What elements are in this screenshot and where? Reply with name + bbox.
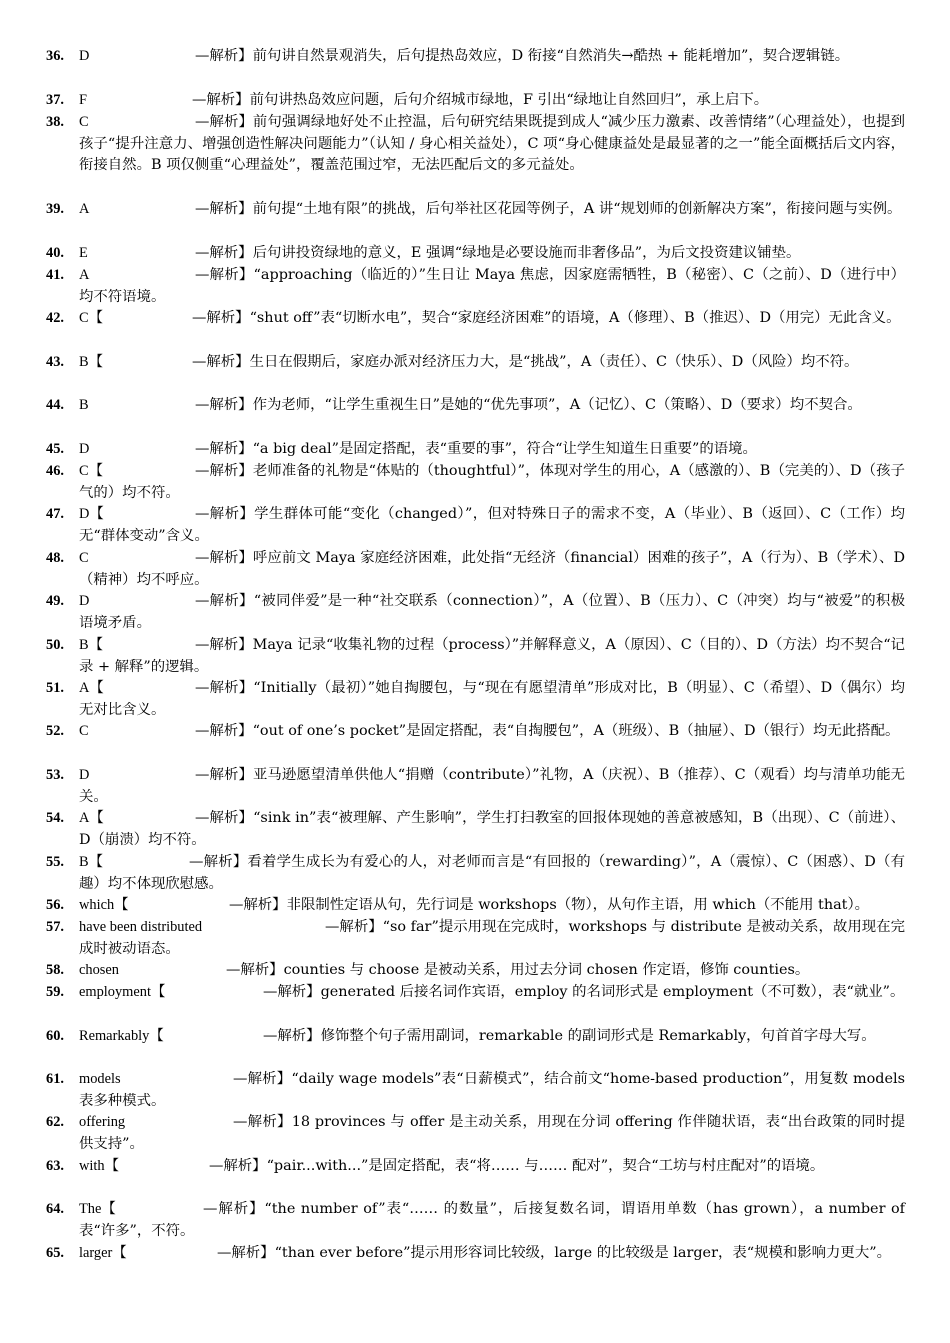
item-number: 47. xyxy=(46,506,64,522)
list-item xyxy=(0,678,950,721)
list-item xyxy=(0,895,950,917)
item-explanation: —解析】呼应前文 Maya 家庭经济困难，此处指“无经济（financial）困难的孩子”，A（行为）、B（学术）、D（精神）均不呼应。 xyxy=(79,550,905,588)
item-answer: A xyxy=(79,201,90,217)
item-explanation: —解析】“daily wage models”表“日薪模式”，结合前文“home-based production”，用复数 models 表多种模式。 xyxy=(79,1071,905,1109)
item-number: 59. xyxy=(46,984,64,1000)
list-item xyxy=(0,960,950,982)
item-explanation: —解析】18 provinces 与 offer 是主动关系，用现在分词 offering 作伴随状语，表“出台政策的同时提供支持”。 xyxy=(79,1114,905,1152)
item-number: 54. xyxy=(46,810,64,826)
item-answer: D xyxy=(79,767,90,783)
item-explanation: —解析】“被同伴爱”是一种“社交联系（connection）”，A（位置）、B（压力）、C（冲突）均与“被爱”的积极语境矛盾。 xyxy=(79,593,905,631)
item-number: 40. xyxy=(46,245,64,261)
item-explanation: —解析】“than ever before”提示用形容词比较级，large 的比较级是 larger，表“规模和影响力更大”。 xyxy=(217,1245,891,1261)
item-explanation: —解析】“Initially（最初）”她自掏腰包，与“现在有愿望清单”形成对比，B（明显）、C（希望）、D（偶尔）均无对比含义。 xyxy=(79,680,905,718)
item-explanation: —解析】generated 后接名词作宾语，employ 的名词形式是 employment（不可数），表“就业”。 xyxy=(263,984,905,1000)
item-answer: C xyxy=(79,550,89,566)
list-item xyxy=(0,765,950,808)
item-answer: B【 xyxy=(79,854,103,870)
item-number: 44. xyxy=(46,397,64,413)
item-answer: C xyxy=(79,723,89,739)
item-answer: Remarkably【 xyxy=(79,1028,164,1044)
item-answer: with【 xyxy=(79,1158,119,1174)
item-number: 60. xyxy=(46,1028,64,1044)
item-answer: B【 xyxy=(79,354,103,370)
item-explanation: —解析】学生群体可能“变化（changed）”，但对特殊日子的需求不变，A（毕业）、B（返回）、C（工作）均无“群体变动”含义。 xyxy=(79,506,905,544)
item-explanation: —解析】“a big deal”是固定搭配，表“重要的事”，符合“让学生知道生日重要”的语境。 xyxy=(195,441,757,457)
item-explanation: —解析】老师准备的礼物是“体贴的（thoughtful）”，体现对学生的用心，A（感激的）、B（完美的）、D（孩子气的）均不符。 xyxy=(79,463,905,501)
item-number: 50. xyxy=(46,637,64,653)
list-item xyxy=(0,548,950,591)
item-number: 45. xyxy=(46,441,64,457)
list-item xyxy=(0,917,950,960)
item-number: 57. xyxy=(46,919,64,935)
item-explanation: —解析】前句讲热岛效应问题，后句介绍城市绿地，F 引出“绿地让自然回归”，承上启下。 xyxy=(192,92,769,108)
item-explanation: —解析】修饰整个句子需用副词，remarkable 的副词形式是 Remarkably，句首首字母大写。 xyxy=(263,1028,876,1044)
list-item xyxy=(0,852,950,895)
list-item xyxy=(0,982,950,1004)
item-answer: models xyxy=(79,1071,121,1087)
item-answer: E xyxy=(79,245,88,261)
item-answer: C【 xyxy=(79,310,103,326)
list-item xyxy=(0,635,950,678)
item-explanation: —解析】“sink in”表“被理解、产生影响”，学生打扫教室的回报体现她的善意被感知，B（出现）、C（前进）、D（崩溃）均不符。 xyxy=(79,810,905,848)
item-explanation: —解析】“so far”提示用现在完成时，workshops 与 distribute 是被动关系，故用现在完成时被动语态。 xyxy=(79,919,905,957)
list-item xyxy=(0,1156,950,1178)
list-item xyxy=(0,199,950,221)
item-number: 41. xyxy=(46,267,64,283)
item-number: 64. xyxy=(46,1201,64,1217)
item-explanation: —解析】生日在假期后，家庭办派对经济压力大，是“挑战”，A（责任）、C（快乐）、D（风险）均不符。 xyxy=(192,354,859,370)
item-answer: A xyxy=(79,267,90,283)
item-answer: which【 xyxy=(79,897,129,913)
item-number: 61. xyxy=(46,1071,64,1087)
list-item xyxy=(0,1026,950,1048)
item-number: 48. xyxy=(46,550,64,566)
list-item xyxy=(0,1069,950,1112)
list-item xyxy=(0,439,950,461)
item-answer: chosen xyxy=(79,962,119,978)
list-item xyxy=(0,395,950,417)
item-explanation: —解析】前句强调绿地好处不止控温，后句研究结果既提到成人“减少压力激素、改善情绪”（心理益处），也提到孩子“提升注意力、增强创造性解决问题能力”（认知 / 身心相关益处），C 项“身心健康益处是最显著的之一”能全面概括后文内容，衔接自然。B 项仅侧重“心理益处”，覆盖范围过窄，无法匹配后文的多元益处。 xyxy=(79,114,905,173)
item-number: 36. xyxy=(46,48,64,64)
item-number: 46. xyxy=(46,463,64,479)
item-explanation: —解析】前句提“土地有限”的挑战，后句举社区花园等例子，A 讲“规划师的创新解决方案”，衔接问题与实例。 xyxy=(195,201,902,217)
item-number: 51. xyxy=(46,680,64,696)
list-item xyxy=(0,721,950,743)
item-number: 58. xyxy=(46,962,64,978)
item-explanation: —解析】“out of one’s pocket”是固定搭配，表“自掏腰包”，A（班级）、B（抽屉）、D（银行）均无此搭配。 xyxy=(195,723,900,739)
list-item xyxy=(0,243,950,265)
item-explanation: —解析】Maya 记录“收集礼物的过程（process）”并解释意义，A（原因）、C（目的）、D（方法）均不契合“记录 + 解释”的逻辑。 xyxy=(79,637,905,675)
item-explanation: —解析】“the number of”表“…… 的数量”，后接复数名词，谓语用单数（has grown），a number of 表“许多”，不符。 xyxy=(79,1201,905,1239)
item-number: 62. xyxy=(46,1114,64,1130)
list-item xyxy=(0,308,950,330)
item-number: 38. xyxy=(46,114,64,130)
item-answer: A【 xyxy=(79,680,104,696)
item-number: 52. xyxy=(46,723,64,739)
item-number: 39. xyxy=(46,201,64,217)
list-item xyxy=(0,461,950,504)
item-number: 63. xyxy=(46,1158,64,1174)
item-number: 37. xyxy=(46,92,64,108)
list-item xyxy=(0,504,950,547)
item-answer: A【 xyxy=(79,810,104,826)
item-explanation: —解析】“pair...with...”是固定搭配，表“将…… 与…… 配对”，契合“工坊与村庄配对”的语境。 xyxy=(209,1158,825,1174)
list-item xyxy=(0,591,950,634)
item-answer: The【 xyxy=(79,1201,116,1217)
item-number: 53. xyxy=(46,767,64,783)
item-explanation: —解析】“approaching（临近的）”生日让 Maya 焦虑，因家庭需牺牲，B（秘密）、C（之前）、D（进行中）均不符语境。 xyxy=(79,267,905,305)
item-explanation: —解析】“shut off”表“切断水电”，契合“家庭经济困难”的语境，A（修理）、B（推迟）、D（用完）无此含义。 xyxy=(192,310,901,326)
item-number: 43. xyxy=(46,354,64,370)
item-answer: D xyxy=(79,48,90,64)
list-item xyxy=(0,112,950,177)
item-explanation: —解析】前句讲自然景观消失，后句提热岛效应，D 衔接“自然消失→酷热 + 能耗增加”，契合逻辑链。 xyxy=(195,48,850,64)
list-item xyxy=(0,46,950,68)
item-answer: F xyxy=(79,92,88,108)
item-answer: have been distributed xyxy=(79,919,203,935)
item-explanation: —解析】counties 与 choose 是被动关系，用过去分词 chosen 作定语，修饰 counties。 xyxy=(226,962,810,978)
item-answer: offering xyxy=(79,1114,126,1130)
list-item xyxy=(0,1243,950,1265)
list-item xyxy=(0,1112,950,1155)
item-answer: B【 xyxy=(79,637,103,653)
item-explanation: —解析】作为老师，“让学生重视生日”是她的“优先事项”，A（记忆）、C（策略）、D（要求）均不契合。 xyxy=(195,397,862,413)
item-number: 65. xyxy=(46,1245,64,1261)
item-explanation: —解析】非限制性定语从句，先行词是 workshops（物），从句作主语，用 which（不能用 that）。 xyxy=(229,897,870,913)
list-item xyxy=(0,90,950,112)
item-number: 42. xyxy=(46,310,64,326)
item-answer: larger【 xyxy=(79,1245,127,1261)
item-answer: C【 xyxy=(79,463,103,479)
item-number: 55. xyxy=(46,854,64,870)
list-item xyxy=(0,265,950,308)
item-number: 49. xyxy=(46,593,64,609)
item-answer: employment【 xyxy=(79,984,166,1000)
item-answer: D xyxy=(79,593,90,609)
item-answer: C xyxy=(79,114,89,130)
list-item xyxy=(0,352,950,374)
item-number: 56. xyxy=(46,897,64,913)
item-explanation: —解析】看着学生成长为有爱心的人，对老师而言是“有回报的（rewarding）”，A（震惊）、C（困惑）、D（有趣）均不体现欣慰感。 xyxy=(79,854,905,892)
item-answer: D xyxy=(79,441,90,457)
list-item xyxy=(0,1199,950,1242)
item-answer: B xyxy=(79,397,89,413)
item-explanation: —解析】亚马逊愿望清单供他人“捐赠（contribute）”礼物，A（庆祝）、B（推荐）、C（观看）均与清单功能无关。 xyxy=(79,767,905,805)
item-answer: D【 xyxy=(79,506,104,522)
list-item xyxy=(0,808,950,851)
item-explanation: —解析】后句讲投资绿地的意义，E 强调“绿地是必要设施而非奢侈品”，为后文投资建议铺垫。 xyxy=(195,245,801,261)
